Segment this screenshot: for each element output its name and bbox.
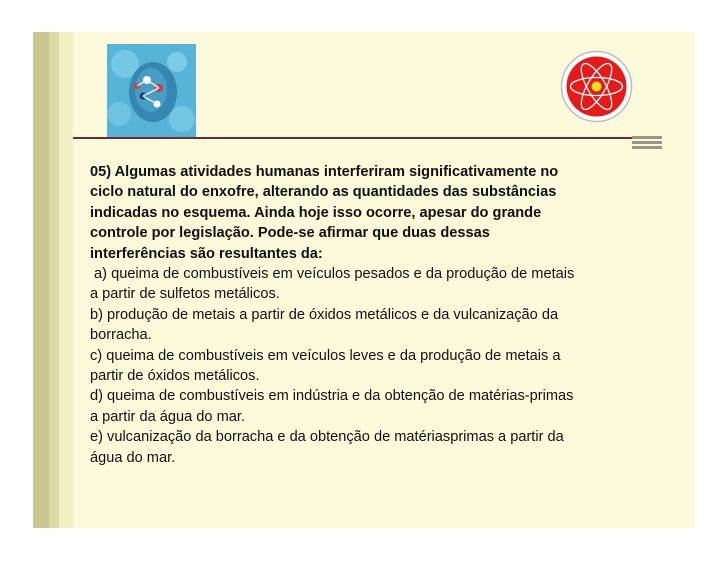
divider-bars bbox=[632, 136, 662, 149]
option-c-line-1: c) queima de combustíveis em veículos leves e da produção de metais a bbox=[90, 347, 561, 364]
stem-line: controle por legislação. Pode-se afirmar que duas dessas bbox=[90, 225, 490, 242]
option-e-line-2: água do mar. bbox=[90, 449, 176, 466]
stem-line: interferências são resultantes da: bbox=[90, 245, 323, 262]
left-stripe-light bbox=[59, 32, 73, 528]
answer-options bbox=[90, 264, 650, 468]
stem-line: ciclo natural do enxofre, alterando as quantidades das substâncias bbox=[90, 184, 557, 201]
molecule-illustration bbox=[107, 44, 196, 137]
question-stem bbox=[90, 162, 650, 264]
option-c-line-2: partir de óxidos metálicos. bbox=[90, 368, 260, 385]
option-d-line-2: a partir da água do mar. bbox=[90, 408, 245, 425]
question-text bbox=[90, 162, 650, 468]
title-divider bbox=[73, 137, 657, 139]
stem-line: indicadas no esquema. Ainda hoje isso ocorre, apesar do grande bbox=[90, 204, 542, 221]
left-stripe-mid bbox=[49, 32, 59, 528]
left-stripe-dark bbox=[33, 32, 49, 528]
option-a-line-1: a) queima de combustíveis em veículos pesados e da produção de metais bbox=[90, 266, 575, 283]
option-d-line-1: d) queima de combustíveis em indústria e da obtenção de matérias-primas bbox=[90, 388, 574, 405]
option-b-line-2: borracha. bbox=[90, 327, 152, 344]
option-a-line-2: a partir de sulfetos metálicos. bbox=[90, 286, 280, 303]
option-e-line-1: e) vulcanização da borracha e da obtenção de matériasprimas a partir da bbox=[90, 429, 564, 446]
stem-line: 05) Algumas atividades humanas interferiram significativamente no bbox=[90, 164, 559, 180]
atom-icon bbox=[560, 50, 633, 123]
option-b-line-1: b) produção de metais a partir de óxidos metálicos e da vulcanização da bbox=[90, 306, 559, 323]
